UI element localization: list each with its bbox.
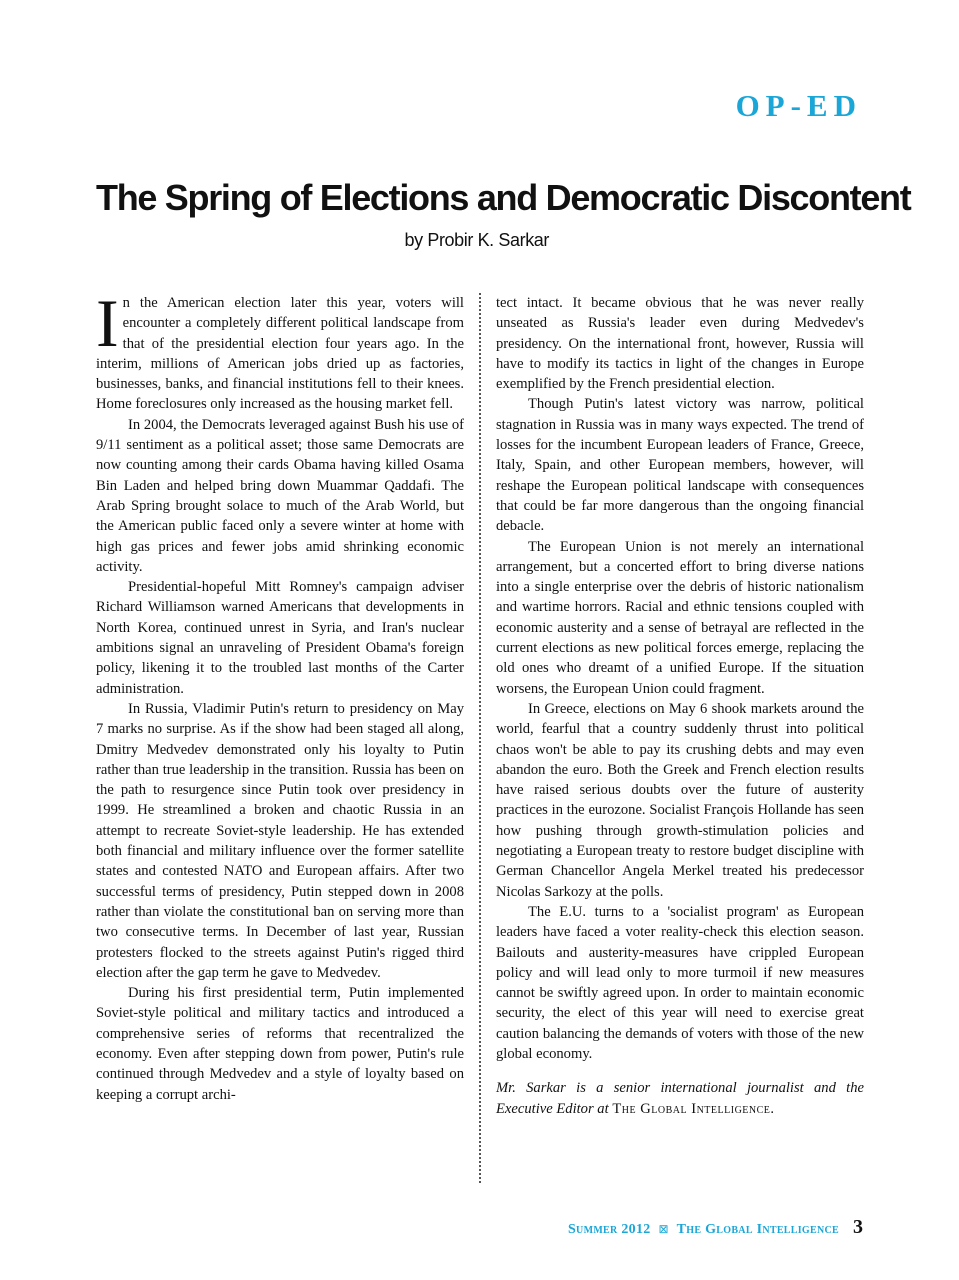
page-footer bbox=[568, 1216, 863, 1239]
article-column-left bbox=[96, 285, 464, 1105]
footer-publication: The Global Intelligence bbox=[676, 1222, 839, 1237]
paragraph-text: n the American election later this year, voters will encounter a completely different political landscape from that of the presidential election four years ago. In the interim, millions of American jobs dried up as factories, businesses, banks, and financial institutions fell to their knees. Home foreclosures only increased as the housing market fell. bbox=[96, 295, 464, 413]
paragraph: tect intact. It became obvious that he was never really unseated as Russia's leader even during Medvedev's presidency. On the international front, however, Russia will have to modify its tactics in light of the changes in Europe exemplified by the French presidential election. bbox=[496, 295, 864, 393]
paragraph: Presidential-hopeful Mitt Romney's campaign adviser Richard Williamson warned Americans that developments in North Korea, continued unrest in Syria, and Iran's nuclear ambitions signal an unraveling of President Obama's foreign policy, likening it to the troubled last months of the Carter administration. bbox=[96, 579, 464, 697]
paragraph: The European Union is not merely an international arrangement, but a concerted effort to bring diverse nations into a single enterprise over the debris of historic nationalism and wartime horrors. Racial and ethnic tensions coupled with economic austerity and a sense of betrayal are reflected in the current elections as new political forces emerge, replacing the old ones who dreamt of a unified Europe. If the situation worsens, the European Union could fragment. bbox=[496, 538, 864, 697]
author-bio bbox=[496, 1078, 864, 1119]
page-number: 3 bbox=[853, 1216, 863, 1238]
paragraph: Though Putin's latest victory was narrow, political stagnation in Russia was in many ways expected. The trend of losses for the incumbent European leaders of France, Greece, Italy, Spain, and other European members, however, will reshape the European political landscape with consequences that could be far more dangerous than the ongoing financial debacle. bbox=[496, 396, 864, 535]
paragraph: In Greece, elections on May 6 shook markets around the world, fearful that a country suddenly thrust into political chaos won't be able to pay its crushing debts and may even abandon the euro. Both the Greek and French election results have raised serious doubts over the future of austerity practices in the eurozone. Socialist François Hollande has seen how pushing through growth-stimulation policies and negotiating a European treaty to restore budget discipline with German Chancellor Angela Merkel treated his predecessor Nicolas Sarkozy at the polls. bbox=[496, 700, 864, 900]
paragraph bbox=[96, 285, 464, 415]
footer-issue: Summer 2012 bbox=[567, 1222, 651, 1237]
paragraph: In Russia, Vladimir Putin's return to presidency on May 7 marks no surprise. As if the show had been staged all along, Dmitry Medvedev demonstrated only his loyalty to Putin rather than true leadership in the transition. Russia has been on the path to resurgence since Putin took over presidency in 1999. He streamlined a broken and chaotic Russia in an attempt to recreate Soviet-style leadership. He has extended both financial and military influence over the former satellite states and contested NATO and European affairs. After two successful terms of presidency, Putin stepped down in 2008 rather than violate the constitutional ban on serving more than two consecutive terms. In December of last year, Russian protesters flocked to the streets against Putin's rigged third election after the gap term he gave to Medvedev. bbox=[96, 700, 464, 981]
paragraph: In 2004, the Democrats leveraged against Bush his use of 9/11 sentiment as a political asset; those same Democrats are now counting among their cards Obama having killed Osama Bin Laden and helped bring down Muammar Qaddafi. The Arab Spring brought solace to much of the Arab World, but the American public faced only a severe winter at home with high gas prices and fewer jobs amid shrinking economic activity. bbox=[96, 416, 464, 575]
footer-separator-icon: ⊠ bbox=[658, 1222, 669, 1236]
author-bio-text: Mr. Sarkar is a senior international journalist and the Executive Editor at bbox=[496, 1080, 864, 1117]
drop-cap: I bbox=[96, 285, 119, 361]
author-bio-publication: The Global Intelligence. bbox=[612, 1100, 775, 1117]
paragraph: During his first presidential term, Putin implemented Soviet-style political and military tactics and introduced a comprehensive series of reforms that recentralized the economy. Even after stepping down from power, Putin's rule continued through Medvedev and a style of loyalty based on keeping a corrupt archi- bbox=[96, 985, 464, 1103]
column-divider bbox=[479, 293, 481, 1183]
byline: by Probir K. Sarkar bbox=[404, 230, 549, 250]
article-title: The Spring of Elections and Democratic Discontent bbox=[96, 177, 911, 218]
article-column-right bbox=[496, 293, 864, 1119]
paragraph: The E.U. turns to a 'socialist program' as European leaders have faced a voter reality-check this election season. Bailouts and austerity-measures have crippled European policy and will lead only to more turmoil if new measures cannot be swiftly agreed upon. In order to maintain economic security, the elect of this year will need to exercise great caution balancing the demands of voters with those of the new global economy. bbox=[496, 903, 864, 1062]
section-label: OP-ED bbox=[735, 88, 862, 123]
